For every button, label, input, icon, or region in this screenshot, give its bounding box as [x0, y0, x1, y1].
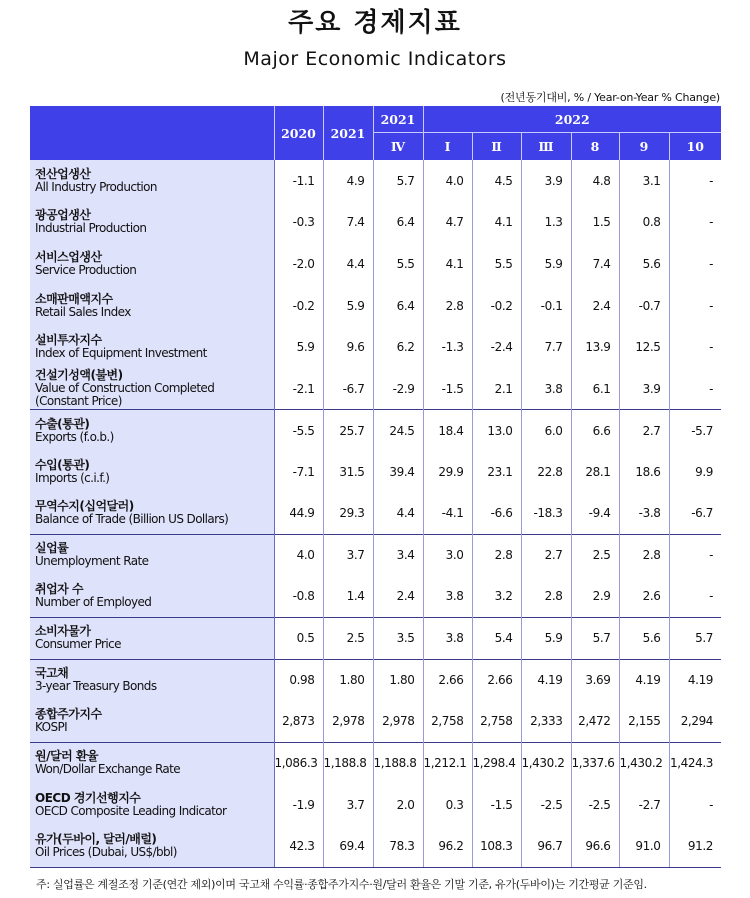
table-cell: 3.4	[373, 534, 423, 576]
row-label-korean: 설비투자지수	[35, 333, 102, 348]
table-cell: -7.1	[292, 464, 315, 479]
row-label	[30, 368, 274, 410]
table-row	[30, 826, 721, 868]
table-cell: -1.9	[292, 797, 315, 812]
table-cell: 0.5	[274, 618, 323, 660]
header-2021: 2021	[323, 106, 373, 160]
table-cell: -9.4	[571, 493, 619, 535]
table-cell: 4.7	[423, 202, 472, 244]
table-cell: -1.5	[472, 784, 521, 826]
header-2022-q3: Ⅲ	[521, 133, 571, 161]
table-cell: 2.5	[571, 534, 619, 576]
unit-note: (전년동기대비, % / Year-on-Year % Change)	[500, 91, 720, 104]
table-cell: 2.7	[521, 534, 571, 576]
table-cell: 3.8	[423, 576, 472, 618]
row-label	[30, 410, 274, 452]
table-cell: 39.4	[373, 451, 423, 493]
row-label-korean: 서비스업생산	[35, 249, 102, 264]
table-cell: 96.6	[571, 826, 619, 868]
table-cell: 2,978	[323, 701, 373, 743]
table-cell: 2.66	[423, 659, 472, 701]
table-cell: 96.7	[521, 826, 571, 868]
table-cell: 2.9	[571, 576, 619, 618]
table-cell: 5.7	[571, 618, 619, 660]
row-label-english: Value of Construction Completed	[35, 381, 215, 396]
table-cell: 4.19	[521, 659, 571, 701]
row-label	[30, 576, 274, 618]
header-2022-oct: 10	[669, 133, 721, 161]
table-cell: 5.7	[373, 160, 423, 202]
table-cell: 3.1	[619, 160, 669, 202]
table-row	[30, 784, 721, 826]
table-cell: 5.9	[521, 618, 571, 660]
table-row	[30, 368, 721, 410]
row-label-english: Unemployment Rate	[35, 554, 149, 569]
table-cell: 7.4	[323, 202, 373, 244]
row-label	[30, 826, 274, 868]
table-cell: -2.5	[571, 784, 619, 826]
row-label	[30, 618, 274, 660]
table-cell: 2.4	[571, 285, 619, 327]
table-cell: 23.1	[472, 451, 521, 493]
table-cell: 6.4	[373, 285, 423, 327]
table-cell: -2.4	[472, 326, 521, 368]
table-cell: 6.4	[373, 202, 423, 244]
table-cell: 1.80	[373, 659, 423, 701]
row-label	[30, 451, 274, 493]
row-label-english: Index of Equipment Investment	[35, 346, 207, 361]
row-label	[30, 285, 274, 327]
table-cell: 1.4	[323, 576, 373, 618]
row-label-korean: 수입(통관)	[35, 457, 90, 472]
table-cell: 4.9	[323, 160, 373, 202]
table-cell: 3.2	[472, 576, 521, 618]
table-cell: 1.80	[323, 659, 373, 701]
table-cell: 6.0	[521, 410, 571, 452]
table-row	[30, 742, 721, 784]
table-row	[30, 701, 721, 743]
header-2021-q4: Ⅳ	[373, 133, 423, 161]
table-cell: 1,188.8	[373, 742, 423, 784]
table-cell: 25.7	[323, 410, 373, 452]
table-cell: -0.7	[619, 285, 669, 327]
table-cell: 5.5	[472, 243, 521, 285]
table-cell: -1.3	[423, 326, 472, 368]
table-cell: 3.9	[619, 368, 669, 410]
table-cell: 1,337.6	[571, 742, 619, 784]
row-label	[30, 659, 274, 701]
header-2022-q1: Ⅰ	[423, 133, 472, 161]
page-title: 주요 경제지표	[288, 8, 462, 38]
table-cell: 2.1	[472, 368, 521, 410]
table-row	[30, 243, 721, 285]
table-cell: 69.4	[323, 826, 373, 868]
table-cell: 5.5	[373, 243, 423, 285]
row-label	[30, 742, 274, 784]
table-cell: 0.3	[423, 784, 472, 826]
table-cell: -	[669, 784, 721, 826]
header-2022-q2: Ⅱ	[472, 133, 521, 161]
table-cell: -	[669, 160, 721, 202]
table-cell: -	[669, 285, 721, 327]
table-cell: 2.8	[472, 534, 521, 576]
row-label-korean: 건설기성액(불변)	[35, 368, 123, 383]
table-cell: 29.9	[423, 451, 472, 493]
table-cell: 31.5	[323, 451, 373, 493]
table-cell: 1.3	[521, 202, 571, 244]
table-row	[30, 410, 721, 452]
table-cell: 5.9	[521, 243, 571, 285]
row-label-english: Retail Sales Index	[35, 304, 131, 319]
table-cell: 4.1	[472, 202, 521, 244]
table-cell: 2,333	[521, 701, 571, 743]
table-cell: 3.9	[521, 160, 571, 202]
table-cell: 7.7	[521, 326, 571, 368]
table-cell: 5.9	[323, 285, 373, 327]
table-cell: 13.0	[472, 410, 521, 452]
footnote: 주: 실업률은 계절조정 기준(연간 제외)이며 국고채 수익률·종합주가지수·원/달러 환율은 기말 기준, 유가(두바이)는 기간평균 기준임.	[36, 878, 647, 891]
row-label-english-line2: (Constant Price)	[35, 394, 122, 409]
table-cell: -0.8	[292, 589, 315, 604]
row-label-korean: 취업자 수	[35, 582, 84, 597]
table-cell: 4.4	[323, 243, 373, 285]
table-cell: 4.1	[423, 243, 472, 285]
row-label-korean: 광공업생산	[35, 208, 91, 223]
table-cell: -0.1	[521, 285, 571, 327]
table-cell: 22.8	[521, 451, 571, 493]
table-cell: 3.7	[323, 534, 373, 576]
table-cell: 7.4	[571, 243, 619, 285]
table-cell: 2,978	[373, 701, 423, 743]
indicators-table	[30, 106, 721, 868]
table-cell: 5.7	[669, 618, 721, 660]
table-cell: 12.5	[619, 326, 669, 368]
table-cell: 4.19	[669, 659, 721, 701]
row-label	[30, 326, 274, 368]
header-2022-sep: 9	[619, 133, 669, 161]
table-cell: 0.98	[274, 659, 323, 701]
table-cell: 91.0	[619, 826, 669, 868]
row-label-english: Industrial Production	[35, 221, 147, 236]
table-cell: 4.5	[472, 160, 521, 202]
table-body	[30, 160, 721, 867]
row-label	[30, 160, 274, 202]
table-row	[30, 285, 721, 327]
table-cell: 1.5	[571, 202, 619, 244]
row-label	[30, 202, 274, 244]
row-label-korean: 실업률	[35, 541, 69, 556]
table-cell: 96.2	[423, 826, 472, 868]
table-cell: -2.0	[292, 256, 315, 271]
table-cell: 24.5	[373, 410, 423, 452]
table-cell: 3.0	[423, 534, 472, 576]
row-label	[30, 243, 274, 285]
row-label-korean: 유가(두바이, 달러/배럴)	[35, 832, 157, 847]
table-row	[30, 493, 721, 535]
table-row	[30, 451, 721, 493]
row-label-english: All Industry Production	[35, 179, 157, 194]
table-cell: 91.2	[669, 826, 721, 868]
table-cell: 2,758	[423, 701, 472, 743]
table-cell: -0.2	[472, 285, 521, 327]
table-row	[30, 576, 721, 618]
table-cell: -2.7	[619, 784, 669, 826]
table-row	[30, 160, 721, 202]
table-cell: 9.6	[323, 326, 373, 368]
table-cell: 2.5	[323, 618, 373, 660]
row-label-korean: 종합주가지수	[35, 707, 102, 722]
table-cell: 3.8	[521, 368, 571, 410]
row-label-korean: 원/달러 환율	[35, 749, 99, 764]
table-cell: -2.5	[521, 784, 571, 826]
table-cell: 5.6	[619, 243, 669, 285]
row-label-english: 3-year Treasury Bonds	[35, 679, 157, 694]
table-cell: 1,424.3	[669, 742, 721, 784]
table-cell: -1.5	[423, 368, 472, 410]
table-row	[30, 659, 721, 701]
table-cell: 6.1	[571, 368, 619, 410]
row-label-korean: OECD 경기선행지수	[35, 790, 141, 805]
table-cell: 13.9	[571, 326, 619, 368]
table-cell: 44.9	[289, 506, 315, 521]
table-cell: 2.4	[373, 576, 423, 618]
table-cell: 5.4	[472, 618, 521, 660]
row-label-korean: 국고채	[35, 666, 69, 681]
table-cell: -	[669, 368, 721, 410]
row-label-english: KOSPI	[35, 720, 68, 735]
row-label-korean: 소매판매액지수	[35, 291, 113, 306]
row-label-korean: 전산업생산	[35, 166, 91, 181]
table-row	[30, 534, 721, 576]
table-cell: 9.9	[669, 451, 721, 493]
table-cell: -	[669, 202, 721, 244]
table-cell: 1,212.1	[423, 742, 472, 784]
table-cell: 4.0	[423, 160, 472, 202]
table-cell: 4.8	[571, 160, 619, 202]
table-cell: -6.7	[323, 368, 373, 410]
table-cell: 2,294	[669, 701, 721, 743]
row-label-english: Won/Dollar Exchange Rate	[35, 762, 181, 777]
table-cell: 0.8	[619, 202, 669, 244]
row-label-korean: 수출(통관)	[35, 416, 90, 431]
table-cell: 1,188.8	[323, 742, 373, 784]
table-cell: 1,430.2	[619, 742, 669, 784]
table-cell: 18.4	[423, 410, 472, 452]
row-label	[30, 701, 274, 743]
table-cell: -	[669, 243, 721, 285]
table-cell: 42.3	[274, 826, 323, 868]
table-cell: 1,086.3	[274, 742, 323, 784]
table-cell: 28.1	[571, 451, 619, 493]
table-cell: 3.5	[373, 618, 423, 660]
table-cell: 2.0	[373, 784, 423, 826]
table-cell: 1,298.4	[472, 742, 521, 784]
table-cell: -5.5	[274, 410, 323, 452]
header-blank	[30, 106, 274, 160]
table-cell: -0.3	[292, 215, 315, 230]
table-cell: 1,430.2	[521, 742, 571, 784]
table-cell: 5.9	[296, 340, 315, 355]
table-cell: 4.4	[373, 493, 423, 535]
table-row	[30, 326, 721, 368]
table-cell: 2,873	[282, 714, 315, 729]
table-cell: 2.8	[423, 285, 472, 327]
table-cell: 2,758	[472, 701, 521, 743]
table-cell: 6.2	[373, 326, 423, 368]
table-cell: 2.66	[472, 659, 521, 701]
table-row	[30, 202, 721, 244]
row-label-korean: 무역수지(십억달러)	[35, 499, 134, 514]
table-cell: -	[669, 326, 721, 368]
table-cell: -3.8	[619, 493, 669, 535]
row-label-english: Consumer Price	[35, 637, 121, 652]
page-subtitle: Major Economic Indicators	[243, 48, 507, 70]
row-label-english: Balance of Trade (Billion US Dollars)	[35, 512, 229, 527]
table-cell: -0.2	[292, 298, 315, 313]
table-cell: 108.3	[472, 826, 521, 868]
table-cell: -	[669, 534, 721, 576]
header-2020: 2020	[274, 106, 323, 160]
table-cell: 2.8	[619, 534, 669, 576]
table-cell: -2.1	[292, 381, 315, 396]
table-cell: -1.1	[292, 173, 315, 188]
header-2022: 2022	[423, 106, 721, 133]
table-cell: -6.6	[472, 493, 521, 535]
table-cell: -5.7	[669, 410, 721, 452]
table-cell: -6.7	[669, 493, 721, 535]
row-label	[30, 784, 274, 826]
table-row	[30, 618, 721, 660]
table-cell: 18.6	[619, 451, 669, 493]
table-cell: 29.3	[323, 493, 373, 535]
row-label-english: Number of Employed	[35, 595, 152, 610]
row-label-english: OECD Composite Leading Indicator	[35, 803, 227, 818]
header-2021-quarter-year: 2021	[373, 106, 423, 133]
table-cell: 2,472	[571, 701, 619, 743]
header-2022-aug: 8	[571, 133, 619, 161]
row-label	[30, 493, 274, 535]
table-cell: 3.8	[423, 618, 472, 660]
table-cell: 3.7	[323, 784, 373, 826]
table-cell: 6.6	[571, 410, 619, 452]
table-cell: 2.7	[619, 410, 669, 452]
row-label	[30, 534, 274, 576]
table-cell: -2.9	[373, 368, 423, 410]
table-cell: 2.6	[619, 576, 669, 618]
table-cell: -	[669, 576, 721, 618]
table-cell: 5.6	[619, 618, 669, 660]
table-cell: 2,155	[619, 701, 669, 743]
table-cell: 3.69	[571, 659, 619, 701]
table-cell: -18.3	[521, 493, 571, 535]
table-cell: -4.1	[423, 493, 472, 535]
row-label-english: Imports (c.i.f.)	[35, 470, 110, 485]
row-label-english: Oil Prices (Dubai, US$/bbl)	[35, 845, 177, 860]
table-cell: 2.8	[521, 576, 571, 618]
row-label-korean: 소비자물가	[35, 624, 91, 639]
table-cell: 4.19	[619, 659, 669, 701]
table-cell: 78.3	[373, 826, 423, 868]
row-label-english: Service Production	[35, 262, 137, 277]
row-label-english: Exports (f.o.b.)	[35, 429, 114, 444]
table-cell: 4.0	[274, 534, 323, 576]
